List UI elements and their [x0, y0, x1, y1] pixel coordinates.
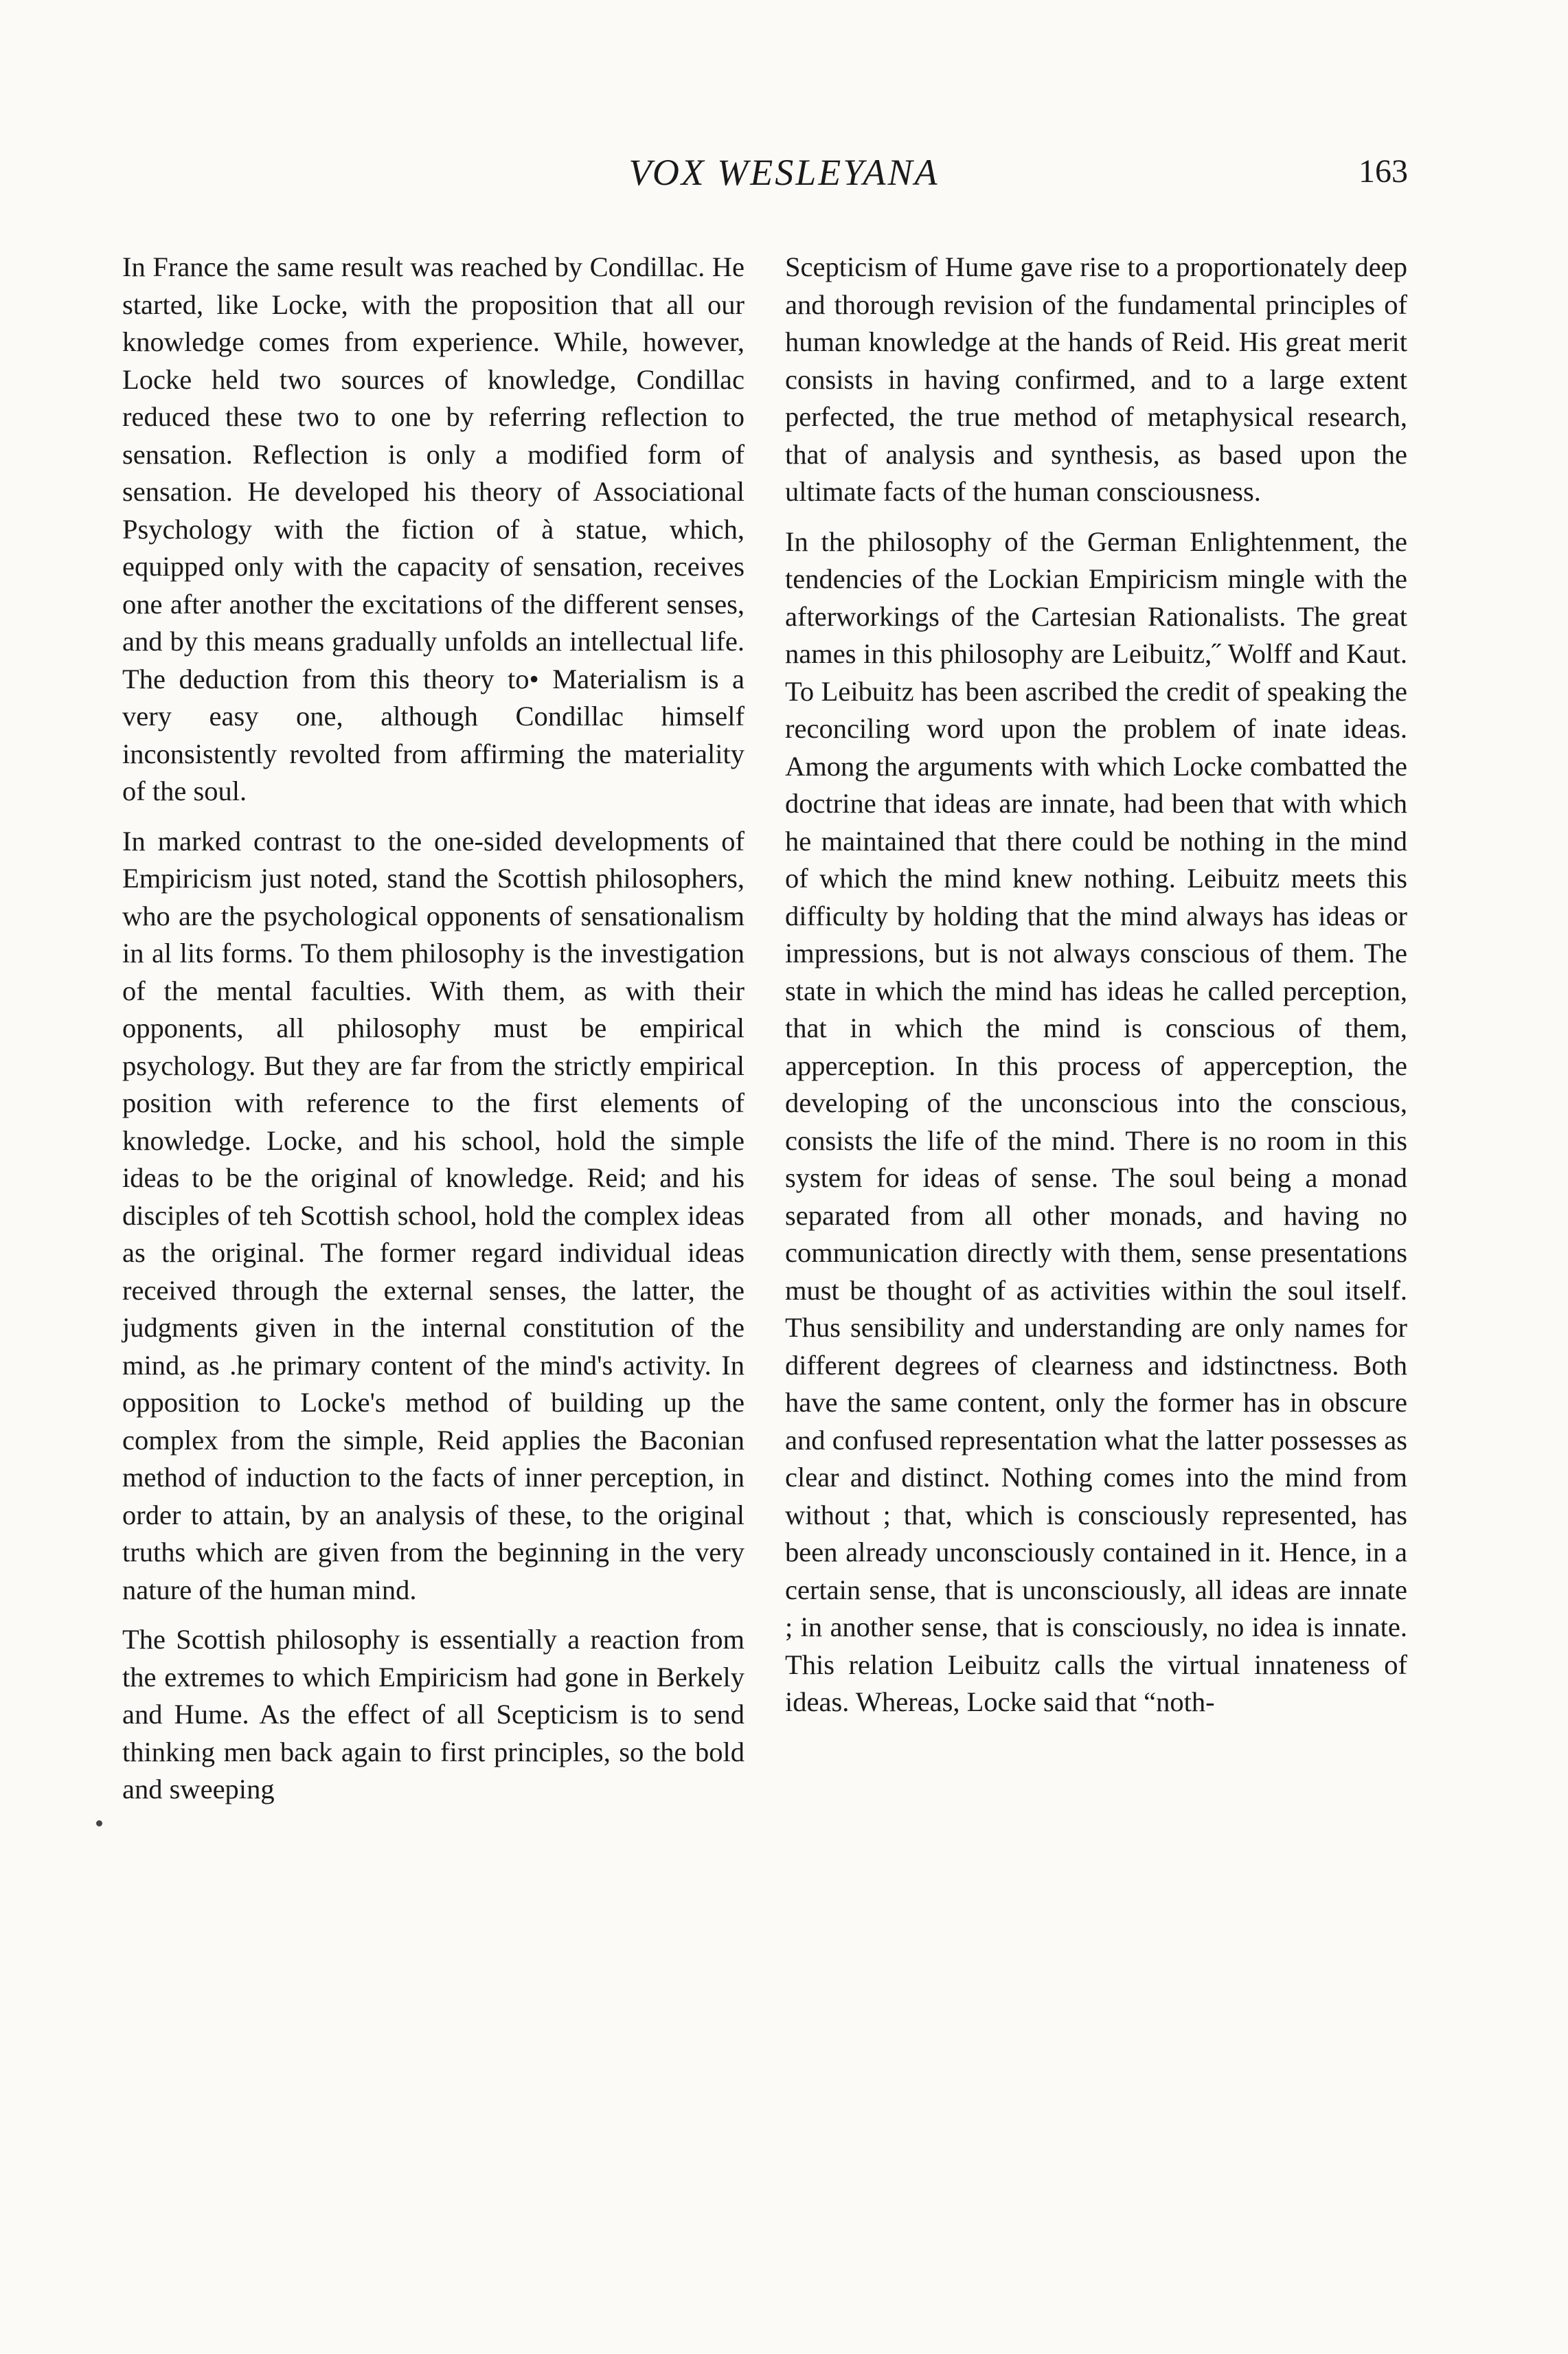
right-column — [785, 249, 1407, 1734]
print-speck — [96, 1820, 102, 1826]
left-column — [122, 249, 745, 1821]
page-number: 163 — [1359, 153, 1408, 190]
paragraph-hume-reid: Scepticism of Hume gave rise to a proportionately deep and thorough revision of the fundamental principles of human knowledge at the hands of Reid. His great merit consists in having confirmed, and to a large extent perfected, the true method of metaphysical research, that of analysis and synthesis, as based upon the ultimate facts of the human consciousness. — [785, 251, 1407, 507]
paragraph-scottish-philosophers: In marked contrast to the one-sided developments of Empiricism just noted, stand the Scottish philosophers, who are the psychological opponents of sensationalism in al lits forms. To them philosophy is the investigation of the mental faculties. With them, as with their opponents, all philosophy must be empirical psychology. But they are far from the strictly empirical position with reference to the first elements of knowledge. Locke, and his school, hold the simple ideas to be the original of knowledge. Reid; and his disciples of teh Scottish school, hold the complex ideas as the original. The former regard individual ideas received through the external senses, the latter, the judgments given in the internal constitution of the mind, as .he primary content of the mind's activity. In opposition to Locke's method of building up the complex from the simple, Reid applies the Baconian method of induction to the facts of inner perception, in order to attain, by an analysis of these, to the original truths which are given from the beginning in the very nature of the human mind. — [122, 825, 745, 1605]
paragraph-scottish-reaction: The Scottish philosophy is essentially a reaction from the extremes to which Empiricism had gone in Berkely and Hume. As the effect of all Scepticism is to send thinking men back again to first principles, so the bold and sweeping — [122, 1624, 745, 1804]
running-title: VOX WESLEYANA — [628, 152, 940, 193]
paragraph-condillac: In France the same result was reached by Condillac. He started, like Locke, with the proposition that all our knowledge comes from experience. While, however, Locke held two sources of knowledge, Condillac reduced these two to one by referring reflection to sensation. Reflection is only a modified form of sensation. He developed his theory of Associational Psychology with the fiction of à statue, which, equipped only with the capacity of sensation, receives one after another the excitations of the different senses, and by this means gradually unfolds an intellectual life. The deduction from this theory to• Materialism is a very easy one, although Condillac himself inconsistently revolted from affirming the materiality of the soul. — [122, 251, 745, 806]
paragraph-german-enlightenment: In the philosophy of the German Enlightenment, the tendencies of the Lockian Empiricism mingle with the afterworkings of the Cartesian Rationalists. The great names in this philosophy are Leibuitz,˝ Wolff and Kaut. To Leibuitz has been ascribed the credit of speaking the reconciling word upon the problem of inate ideas. Among the arguments with which Locke combatted the doctrine that ideas are innate, had been that with which he maintained that there could be nothing in the mind of which the mind knew nothing. Leibuitz meets this difficulty by holding that the mind always has ideas or impressions, but is not always conscious of them. The state in which the mind has ideas he called perception, that in which the mind is conscious of them, apperception. In this process of apperception, the developing of the unconscious into the conscious, consists the life of the mind. There is no room in this system for ideas of sense. The soul being a monad separated from all other monads, and having no communication directly with them, sense presentations must be thought of as activities within the soul itself. Thus sensibility and understanding are only names for different degrees of clearness and idstinctness. Both have the same content, only the former has in obscure and confused representation what the latter possesses as clear and distinct. Nothing comes into the mind from without ; that, which is consciously represented, has been already unconsciously contained in it. Hence, in a certain sense, that is unconsciously, all ideas are innate ; in another sense, that is consciously, no idea is innate. This relation Leibuitz calls the virtual innateness of ideas. Whereas, Locke said that “noth- — [785, 525, 1407, 1717]
